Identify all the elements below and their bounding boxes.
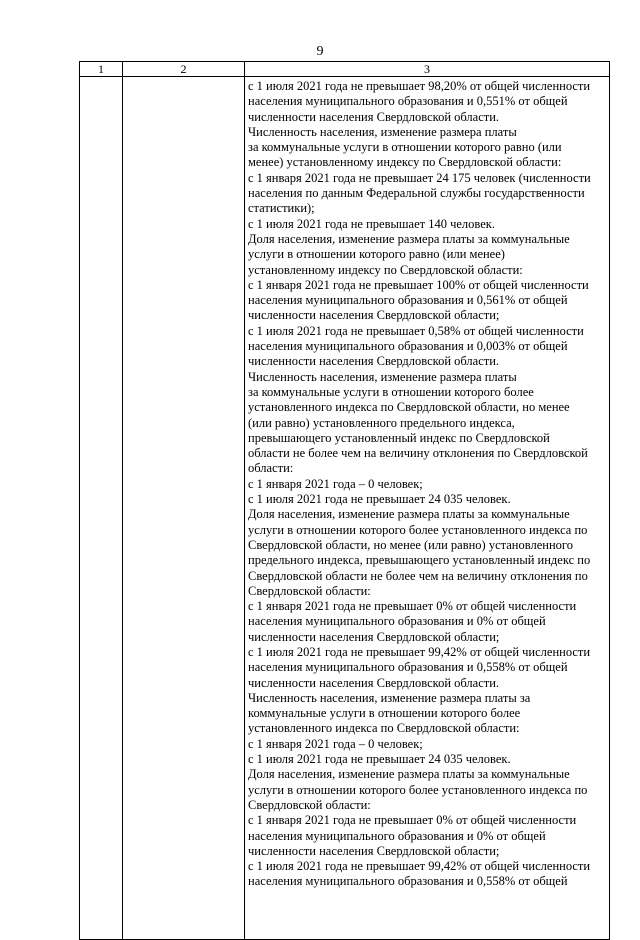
text-line: услуги в отношении которого равно (или менее) xyxy=(248,247,505,262)
text-line: с 1 июля 2021 года не превышает 98,20% от общей численности xyxy=(248,79,591,93)
text-line: Численность населения, изменение размера платы за xyxy=(248,690,531,705)
text-line: Свердловской области: xyxy=(248,797,371,812)
table-row xyxy=(80,77,610,940)
text-line: области не более чем на величину отклонения по Свердловской xyxy=(248,446,588,461)
text-line: с 1 июля 2021 года не превышает 24 035 человек. xyxy=(248,492,511,507)
column-2-cell xyxy=(123,77,245,940)
column-header-3: 3 xyxy=(245,62,610,77)
text-line: численности населения Свердловской области. xyxy=(248,675,500,690)
text-line: с 1 января 2021 года не превышает 100% от общей численности xyxy=(248,277,589,292)
text-line: численности населения Свердловской области; xyxy=(248,308,500,323)
text-line: Доля населения, изменение размера платы за коммунальные xyxy=(248,767,570,782)
text-line: численности населения Свердловской области; xyxy=(248,843,500,858)
text-line: коммунальные услуги в отношении которого более xyxy=(248,706,521,721)
text-line: с 1 июля 2021 года не превышает 99,42% от общей численности xyxy=(248,644,591,659)
column-3-cell xyxy=(245,77,610,940)
text-line: Доля населения, изменение размера платы за коммунальные xyxy=(248,231,570,246)
text-line: услуги в отношении которого более установленного индекса по xyxy=(248,782,588,797)
text-line: населения муниципального образования и 0,551% от общей xyxy=(248,94,568,109)
text-line: с 1 января 2021 года не превышает 0% от общей численности xyxy=(248,813,577,828)
text-line: за коммунальные услуги в отношении которого равно (или xyxy=(248,140,562,155)
text-line: с 1 июля 2021 года не превышает 24 035 человек. xyxy=(248,752,511,767)
text-line: населения муниципального образования и 0,561% от общей xyxy=(248,293,568,308)
text-line: Свердловской области, но менее (или равно) установленного xyxy=(248,537,573,552)
text-line: численности населения Свердловской области. xyxy=(248,354,500,369)
column-1-cell xyxy=(80,77,123,940)
text-line: населения муниципального образования и 0% от общей xyxy=(248,828,546,843)
text-line: с 1 июля 2021 года не превышает 99,42% от общей численности xyxy=(248,859,591,874)
text-line: с 1 января 2021 года не превышает 0% от общей численности xyxy=(248,599,577,614)
text-line: с 1 июля 2021 года не превышает 140 человек. xyxy=(248,216,495,231)
text-line: населения муниципального образования и 0,558% от общей xyxy=(248,874,568,889)
text-line: населения муниципального образования и 0% от общей xyxy=(248,614,546,629)
text-line: с 1 июля 2021 года не превышает 0,58% от общей численности xyxy=(248,323,584,338)
text-line: численности населения Свердловской области. xyxy=(248,109,500,124)
text-line: статистики); xyxy=(248,201,315,216)
text-line: области: xyxy=(248,461,294,476)
text-line: Численность населения, изменение размера платы xyxy=(248,369,517,384)
text-line: превышающего установленный индекс по Свердловской xyxy=(248,430,550,445)
text-line: предельного индекса, превышающего установленный индекс по xyxy=(248,553,591,568)
text-line: с 1 января 2021 года – 0 человек; xyxy=(248,476,423,491)
text-line: Свердловской области не более чем на величину отклонения по xyxy=(248,568,588,583)
text-line: населения по данным Федеральной службы государственности xyxy=(248,186,585,201)
text-line: установленного индекса по Свердловской области, но менее xyxy=(248,400,570,415)
column-header-2: 2 xyxy=(123,62,245,77)
text-line: (или равно) установленного предельного индекса, xyxy=(248,415,515,430)
page-number: 9 xyxy=(316,44,324,59)
text-line: услуги в отношении которого более установленного индекса по xyxy=(248,522,588,537)
data-table xyxy=(79,61,610,940)
text-line: населения муниципального образования и 0,558% от общей xyxy=(248,660,568,675)
text-line: Доля населения, изменение размера платы за коммунальные xyxy=(248,507,570,522)
header-row xyxy=(80,62,610,77)
text-line: Свердловской области: xyxy=(248,583,371,598)
text-line: населения муниципального образования и 0,003% от общей xyxy=(248,339,568,354)
text-line: установленному индексу по Свердловской области: xyxy=(248,262,523,277)
text-line: Численность населения, изменение размера платы xyxy=(248,124,517,139)
text-line: установленного индекса по Свердловской области: xyxy=(248,721,520,736)
text-line: численности населения Свердловской области; xyxy=(248,629,500,644)
text-line: за коммунальные услуги в отношении которого более xyxy=(248,384,534,399)
text-line: менее) установленному индексу по Свердловской области: xyxy=(248,155,562,170)
column-header-1: 1 xyxy=(80,62,123,77)
text-line: с 1 января 2021 года – 0 человек; xyxy=(248,736,423,751)
text-line: с 1 января 2021 года не превышает 24 175 человек (численности xyxy=(248,170,591,185)
